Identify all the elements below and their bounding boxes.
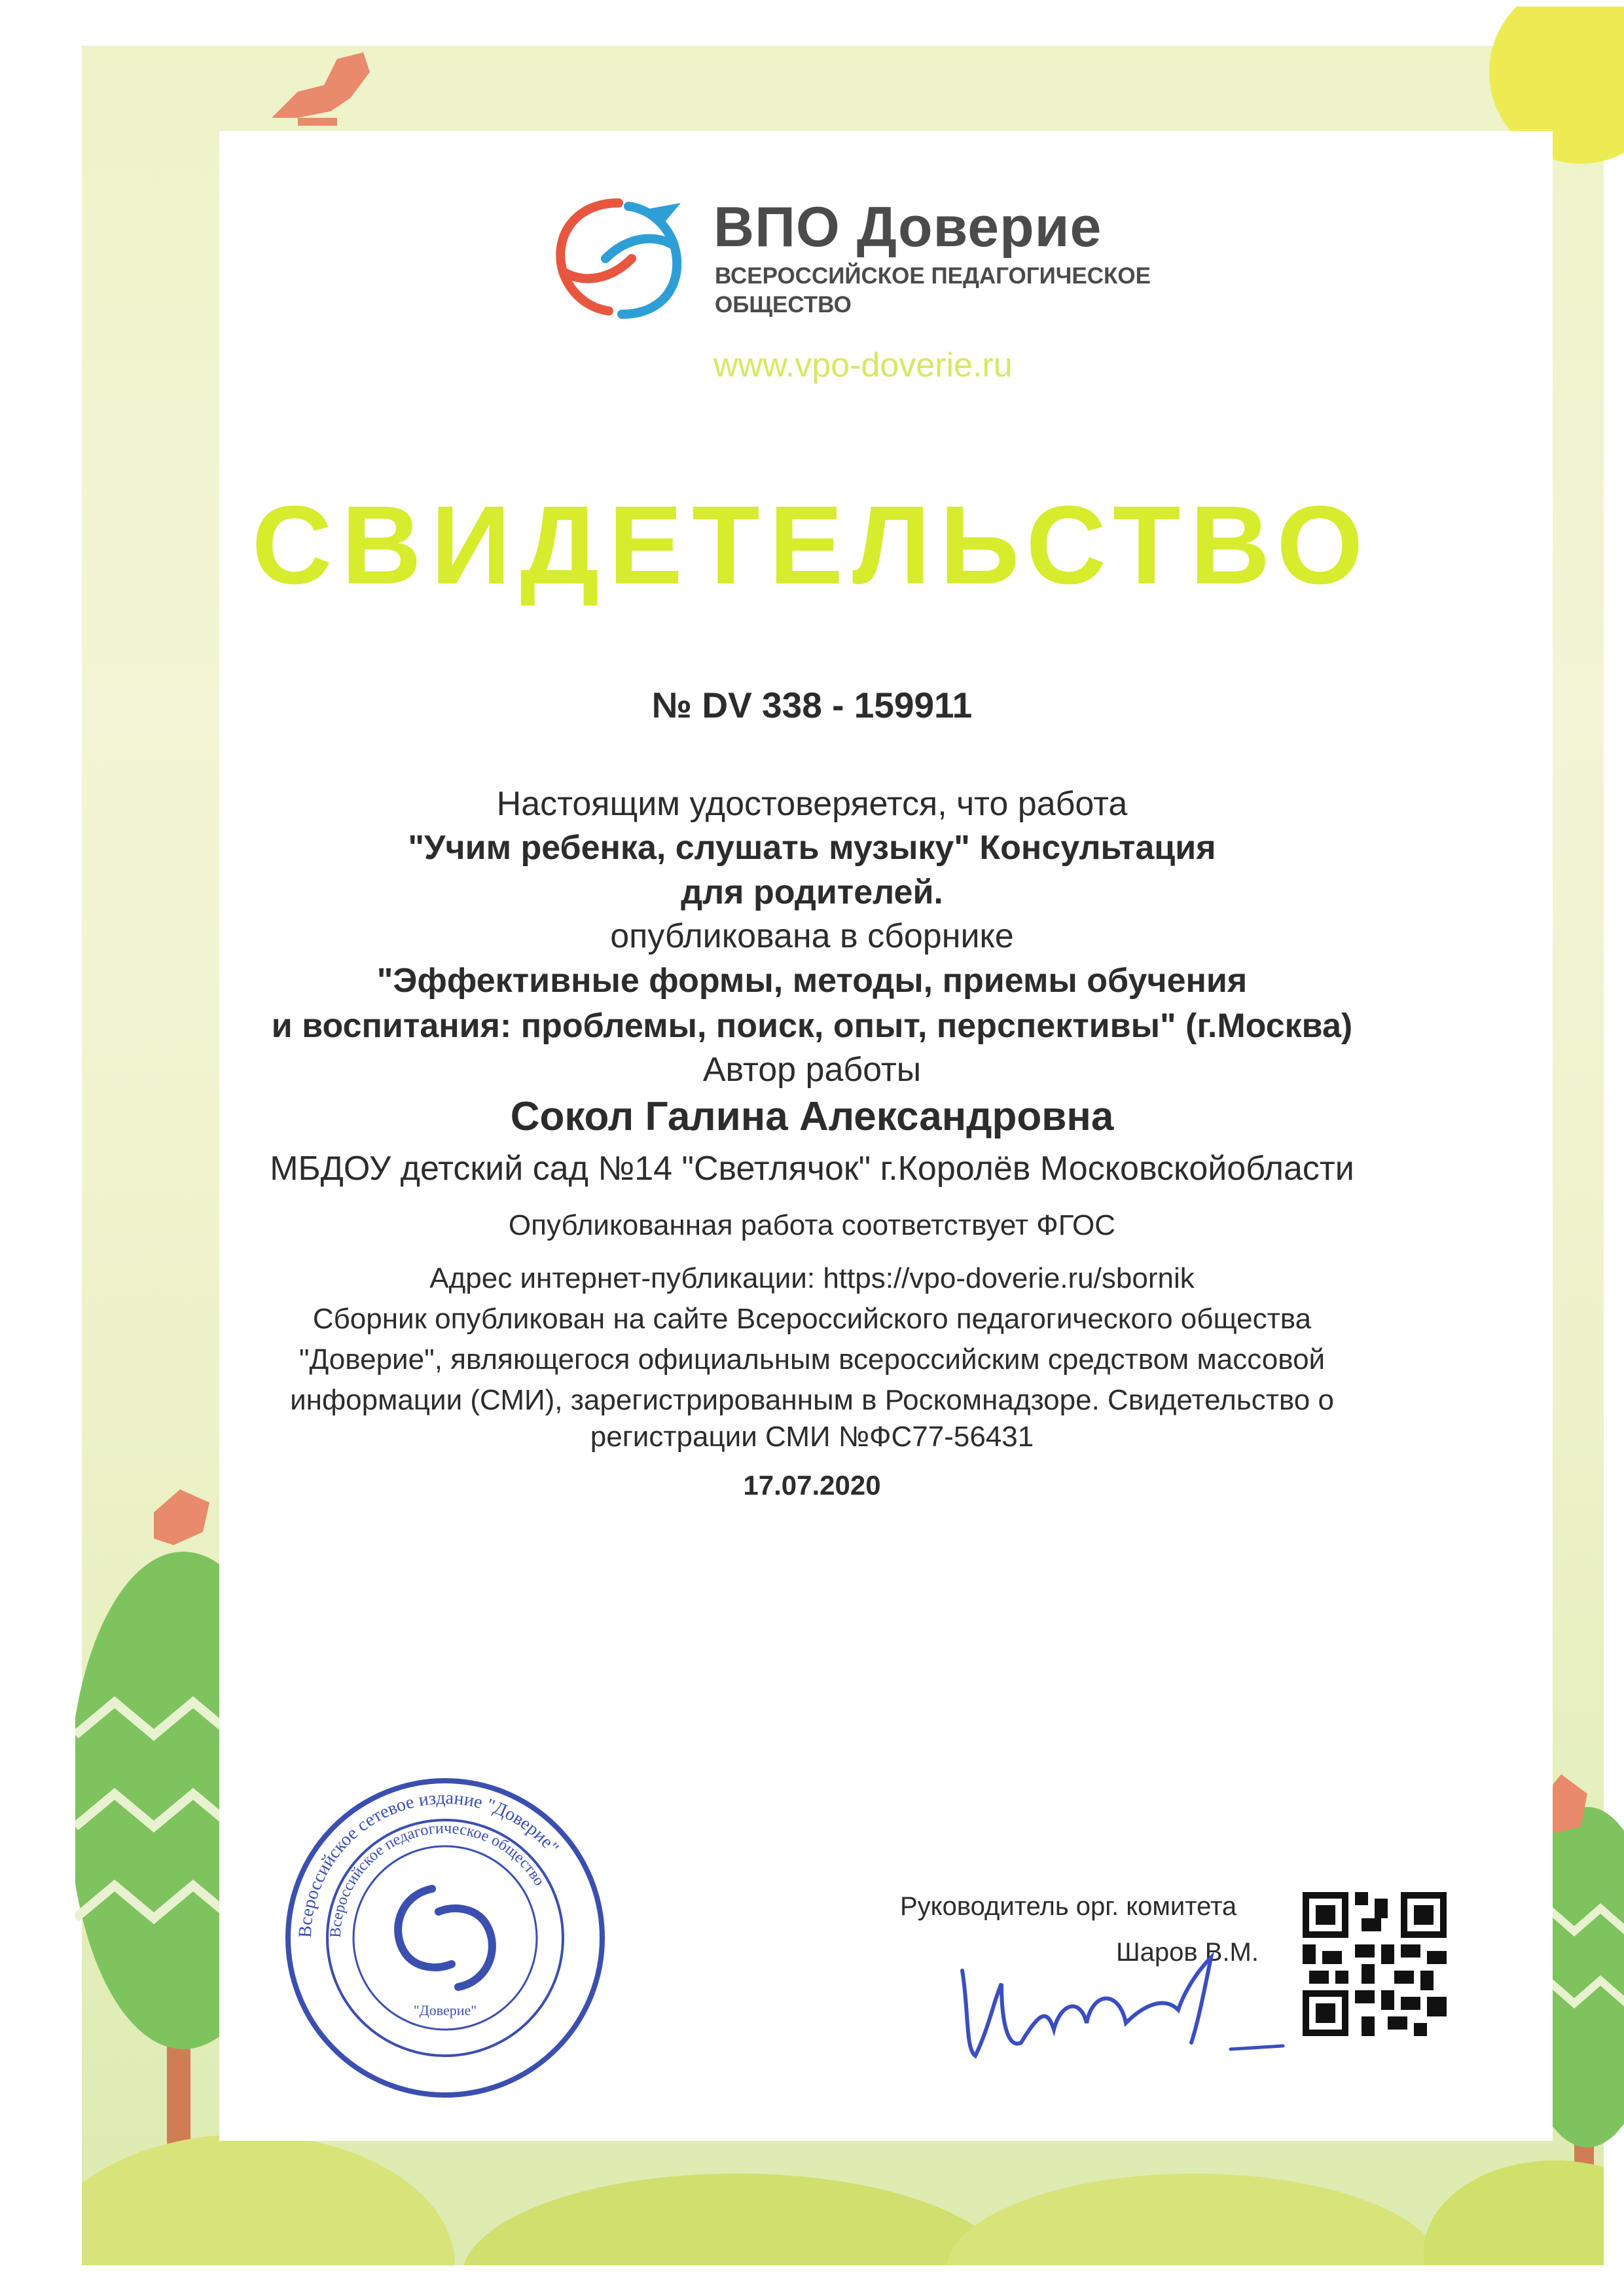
- issue-date: 17.07.2020: [743, 1470, 881, 1501]
- certificate-title: СВИДЕТЕЛЬСТВО: [251, 483, 1373, 608]
- signer-role: Руководитель орг. комитета: [900, 1892, 1237, 1921]
- work-title-line1: "Учим ребенка, слушать музыку" Консультация: [408, 829, 1216, 867]
- bird-top-left-icon: [259, 46, 389, 144]
- seal-outer-text: Всероссийское сетевое издание "Доверие": [295, 1787, 563, 1939]
- logo-title: ВПО Доверие: [713, 196, 1102, 259]
- doverie-logo-icon: [547, 193, 691, 324]
- organization: МБДОУ детский сад №14 "Светлячок" г.Королёв Московскойобласти: [270, 1150, 1354, 1188]
- seal-inner-text: Всероссийское педагогическое общество: [327, 1819, 548, 1939]
- info-line1: Сборник опубликован на сайте Всероссийского педагогического общества: [312, 1303, 1312, 1335]
- publication-address: Адрес интернет-публикации: https://vpo-doverie.ru/sbornik: [429, 1262, 1195, 1294]
- certificate-number: № DV 338 - 159911: [651, 685, 973, 725]
- logo-subtitle-line1: ВСЕРОССИЙСКОЕ ПЕДАГОГИЧЕСКОЕ: [715, 263, 1151, 289]
- published-in-text: опубликована в сборнике: [610, 917, 1014, 955]
- collection-title-line2: и воспитания: проблемы, поиск, опыт, перспективы" (г.Москва): [271, 1007, 1353, 1045]
- website-url: www.vpo-doverie.ru: [713, 346, 1013, 384]
- author-name: Сокол Галина Александровна: [510, 1094, 1114, 1139]
- info-line4: регистрации СМИ №ФС77-56431: [590, 1421, 1034, 1453]
- qr-code-icon: [1303, 1892, 1447, 2036]
- signer-name: Шаров В.М.: [1116, 1938, 1259, 1967]
- author-label: Автор работы: [702, 1051, 922, 1089]
- logo-subtitle-line2: ОБЩЕСТВО: [715, 292, 852, 318]
- fgos-note: Опубликованная работа соответствует ФГОС: [508, 1209, 1116, 1241]
- info-line2: "Доверие", являющегося официальным всероссийским средством массовой: [298, 1343, 1326, 1376]
- collection-title-line1: "Эффективные формы, методы, приемы обучения: [376, 962, 1248, 1000]
- work-title-line2: для родителей.: [681, 873, 943, 911]
- seal-center-label: "Доверие": [413, 2002, 477, 2018]
- official-seal-icon: [281, 1774, 609, 2102]
- certifies-text: Настоящим удостоверяется, что работа: [496, 785, 1128, 823]
- signature-icon: [949, 1931, 1303, 2082]
- info-line3: информации (СМИ), зарегистрированным в Роскомнадзоре. Свидетельство о: [290, 1384, 1334, 1416]
